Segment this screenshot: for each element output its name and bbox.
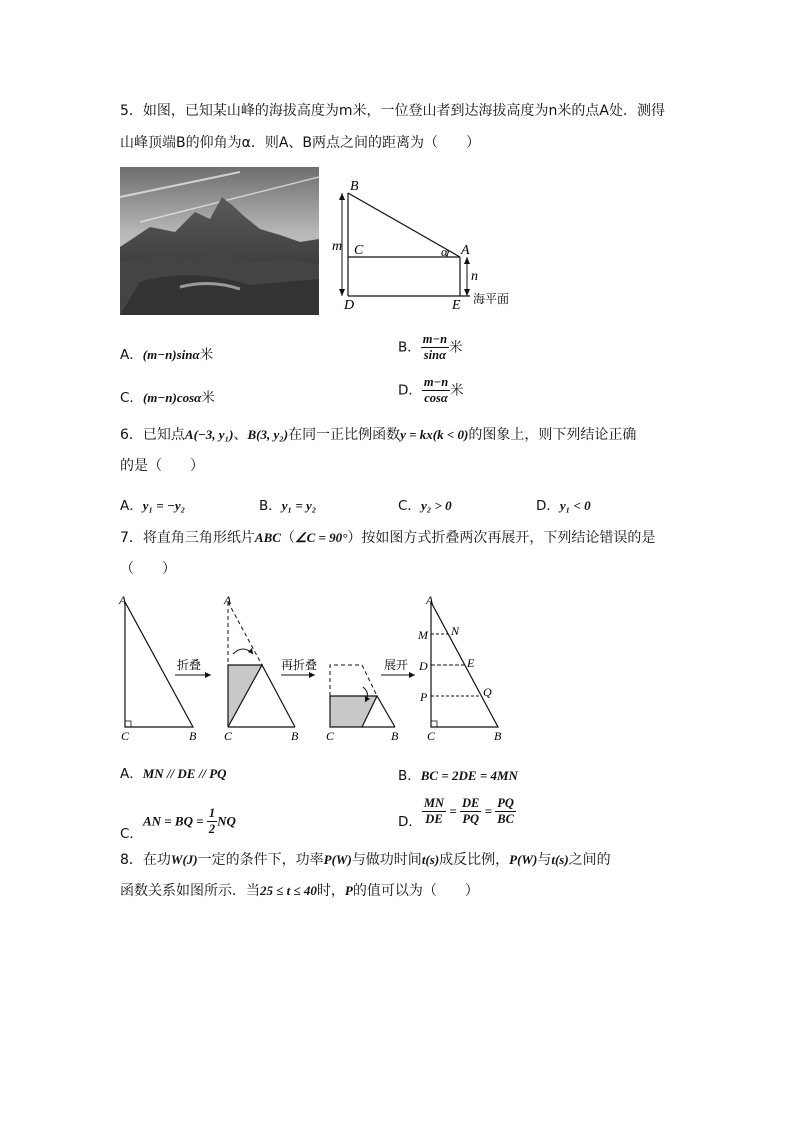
fig3-label-C: C	[326, 729, 335, 743]
fig4-label-M: M	[418, 628, 428, 642]
label-n: n	[471, 269, 478, 284]
label-D: D	[344, 298, 355, 312]
fig2-label-C: C	[224, 729, 233, 743]
q5-option-c[interactable]: C．(m−n)cosα米	[120, 390, 215, 406]
q8-line-2: 函数关系如图所示．当25 ≤ t ≤ 40时，P的值可以为（ ）	[120, 883, 479, 899]
q7-option-b[interactable]: B．BC = 2DE = 4MN	[398, 768, 518, 784]
step-fold-label: 折叠	[177, 658, 202, 672]
label-m: m	[332, 239, 343, 254]
fig4-label-Q: Q	[483, 685, 492, 699]
fig4-label-C: C	[427, 729, 436, 743]
q6-option-c[interactable]: C．y₂ > 0	[398, 498, 452, 514]
label-sea-level: 海平面	[473, 292, 510, 306]
q7-line-1: 7．将直角三角形纸片ABC（∠C = 90°）按如图方式折叠两次再展开，下列结论错误的是	[120, 530, 656, 546]
label-B: B	[350, 179, 359, 194]
fig2-label-A: A	[224, 593, 232, 607]
q5-line-1: 5．如图，已知某山峰的海拔高度为m米，一位登山者到达海拔高度为n米的点A处．测得	[120, 103, 665, 119]
label-C: C	[354, 243, 364, 258]
q7-option-a[interactable]: A．MN // DE // PQ	[120, 766, 227, 782]
q6-option-b[interactable]: B．y₁ = y₂	[259, 498, 317, 514]
q6-option-d[interactable]: D．y₁ < 0	[536, 498, 591, 514]
step-fold-again-label: 再折叠	[281, 658, 318, 672]
fig4-label-D: D	[419, 659, 428, 673]
fig4-label-N: N	[451, 624, 460, 638]
fig4-label-P: P	[420, 690, 428, 704]
q7-line-2: （ ）	[120, 561, 176, 577]
fig1-label-A: A	[119, 593, 127, 607]
fig4-label-A: A	[426, 593, 434, 607]
fig4-label-E: E	[467, 656, 475, 670]
q7-option-c[interactable]: C．AN = BQ = $\frac{1}{2}$ NQ	[120, 806, 236, 842]
label-alpha: α	[441, 244, 448, 259]
label-E: E	[452, 298, 461, 312]
q6-line-1: 6．已知点A(−3, y₁)、B(3, y₂)在同一正比例函数y = kx(k < 0)的图象上，则下列结论正确	[120, 427, 637, 443]
fig3-label-B: B	[391, 729, 399, 743]
q5-geometry-figure	[330, 177, 530, 312]
q6-line-2: 的是（ ）	[120, 458, 204, 474]
q8-line-1: 8．在功W(J)一定的条件下，功率P(W)与做功时间t(s)成反比例，P(W)与t(s)之间的	[120, 852, 611, 868]
step-unfold-label: 展开	[384, 658, 409, 672]
q7-option-d[interactable]: D． $\frac{MN}{DE}$ = $\frac{DE}{PQ}$ = $\frac{PQ}{BC}$	[398, 796, 514, 830]
q5-option-b[interactable]: B． $\frac{m-n}{\sin\alpha}$ 米	[398, 332, 463, 362]
fig2-label-B: B	[291, 729, 299, 743]
q5-line-2: 山峰顶端B的仰角为α．则A、B两点之间的距离为（ ）	[120, 135, 481, 151]
label-A: A	[461, 243, 470, 258]
mountain-photo	[120, 167, 319, 315]
q5-option-d[interactable]: D． $\frac{m-n}{\cos\alpha}$ 米	[398, 375, 464, 405]
q5-option-a[interactable]: A．(m−n)sinα米	[120, 347, 214, 363]
fig4-label-B: B	[494, 729, 502, 743]
fig1-label-B: B	[189, 729, 197, 743]
q6-option-a[interactable]: A．y₁ = −y₂	[120, 498, 186, 514]
fig1-label-C: C	[121, 729, 130, 743]
q7-folding-figure	[115, 592, 515, 747]
